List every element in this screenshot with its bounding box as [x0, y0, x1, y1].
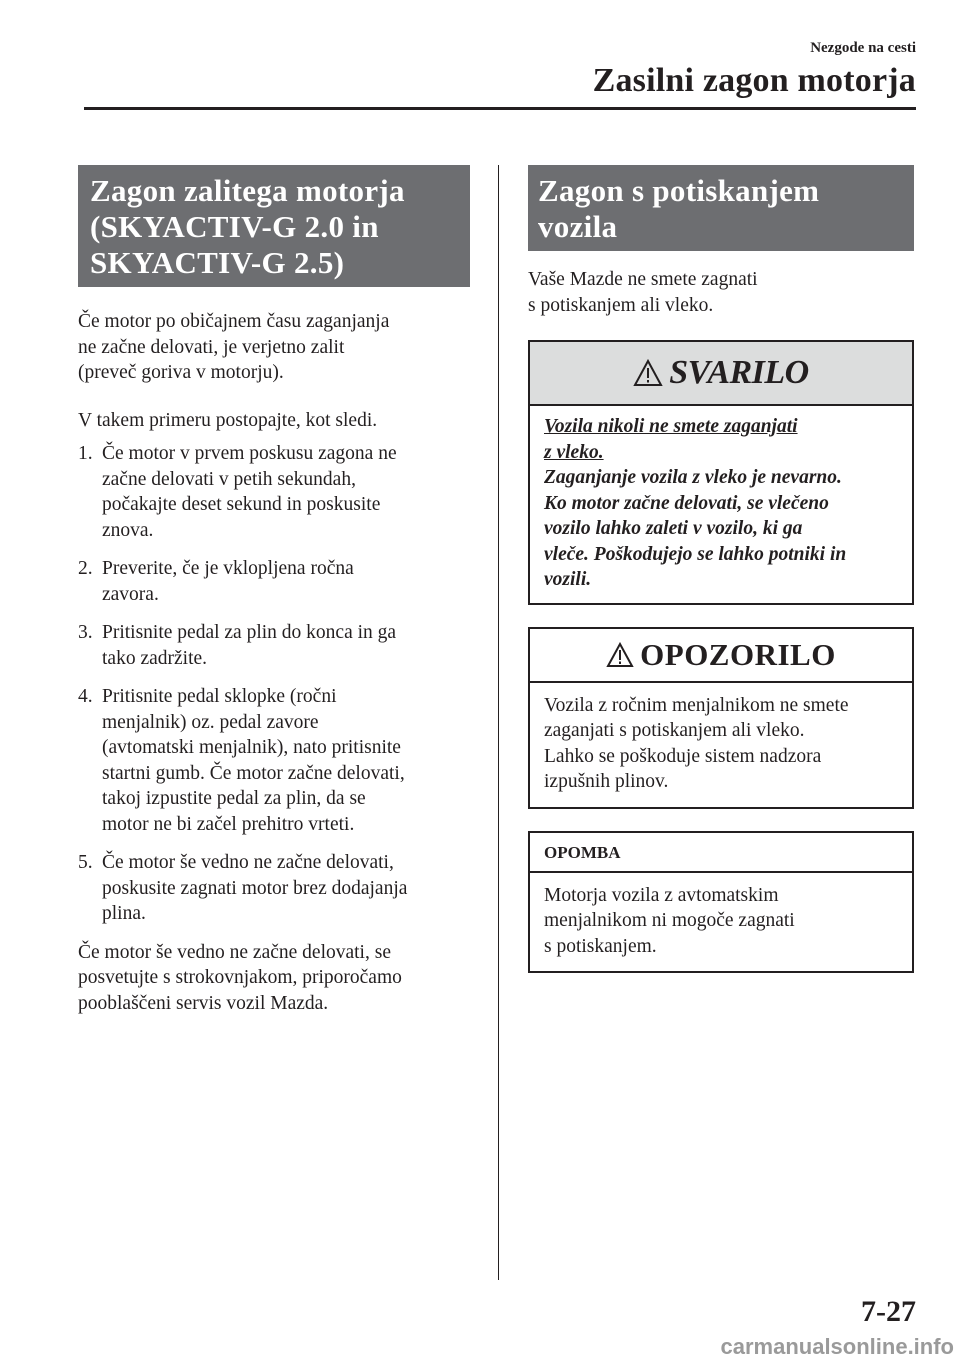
section-title-line: SKYACTIV-G 2.5): [90, 245, 345, 280]
section-title-line: Zagon zalitega motorja: [90, 173, 405, 208]
section-title-flooded-engine: [78, 165, 470, 287]
warning-box: [528, 340, 914, 605]
procedure-steps: [78, 441, 470, 927]
section-title-line: (SKYACTIV-G 2.0 in: [90, 209, 379, 244]
text-line: pooblaščeni servis vozil Mazda.: [78, 992, 329, 1014]
text-line: Motorja vozila z avtomatskim: [544, 884, 779, 906]
text-line: Če motor še vedno ne začne delovati, se: [78, 941, 391, 963]
procedure-intro: V takem primeru postopajte, kot sledi.: [78, 409, 378, 431]
warning-emphasis-line: Vozila nikoli ne smete zaganjati: [544, 416, 798, 437]
right-column: [528, 165, 914, 973]
text-line: (preveč goriva v motorju).: [78, 362, 284, 383]
warning-triangle-icon: [606, 642, 634, 668]
left-column: [78, 165, 470, 1016]
text-line: Ko motor začne delovati, se vlečeno: [544, 492, 829, 514]
text-line: s potiskanjem.: [544, 935, 657, 957]
caution-title: OPOZORILO: [640, 636, 836, 672]
text-line: s potiskanjem ali vleko.: [528, 294, 714, 316]
text-line: Vozila z ročnim menjalnikom ne smete: [544, 694, 849, 716]
text-line: ne začne delovati, je verjetno zalit: [78, 336, 345, 358]
text-line: Pritisnite pedal za plin do konca in ga: [102, 622, 397, 643]
text-line: Zaganjanje vozila z vleko je nevarno.: [544, 467, 842, 488]
note-body: [530, 873, 912, 972]
text-line: izpušnih plinov.: [544, 771, 669, 792]
header-section-label: Nezgode na cesti: [810, 40, 916, 56]
text-line: startni gumb. Če motor začne delovati,: [102, 762, 405, 784]
text-line: Če motor v prvem poskusu zagona ne: [102, 443, 397, 464]
text-line: vozili.: [544, 569, 592, 590]
text-line: (avtomatski menjalnik), nato pritisnite: [102, 737, 401, 758]
text-line: menjalnik) oz. pedal zavore: [102, 711, 319, 733]
closing-paragraph: [78, 940, 470, 1017]
caution-header: [530, 629, 912, 683]
watermark: carmanualsonline.info: [720, 1334, 954, 1359]
text-line: vleče. Poškodujejo se lahko potniki in: [544, 543, 847, 565]
step-number: 4.: [78, 686, 93, 707]
text-line: Če motor po običajnem času zaganjanja: [78, 311, 390, 332]
text-line: posvetujte s strokovnjakom, priporočamo: [78, 967, 402, 988]
note-title: OPOMBA: [530, 833, 912, 873]
page-number: 7-27: [861, 1295, 916, 1328]
text-line: takoj izpustite pedal za plin, da se: [102, 788, 366, 809]
text-line: tako zadržite.: [102, 647, 208, 669]
step-item: [78, 620, 470, 671]
step-item: [78, 684, 470, 837]
step-number: 5.: [78, 852, 93, 873]
warning-emphasis-line: z vleko.: [544, 441, 604, 463]
text-line: plina.: [102, 903, 146, 924]
caution-box: [528, 627, 914, 809]
text-line: Pritisnite pedal sklopke (ročni: [102, 686, 337, 707]
text-line: zaganjati s potiskanjem ali vleko.: [544, 720, 805, 741]
text-line: zavora.: [102, 583, 159, 605]
section-title-push-start: Zagon s potiskanjem vozila: [528, 165, 914, 251]
text-line: Vaše Mazde ne smete zagnati: [528, 269, 758, 290]
header-chapter-title: Zasilni zagon motorja: [592, 62, 916, 99]
text-line: počakajte deset sekund in poskusite: [102, 494, 381, 515]
text-line: poskusite zagnati motor brez dodajanja: [102, 877, 408, 899]
column-divider: [498, 165, 499, 1280]
warning-triangle-icon: [633, 359, 663, 387]
note-box: [528, 831, 914, 974]
step-item: [78, 850, 470, 927]
text-line: menjalnikom ni mogoče zagnati: [544, 910, 795, 931]
caution-body: [530, 683, 912, 807]
intro-paragraph: [78, 309, 470, 386]
text-line: Lahko se poškoduje sistem nadzora: [544, 745, 822, 767]
step-item: [78, 556, 470, 607]
text-line: Če motor še vedno ne začne delovati,: [102, 852, 394, 873]
text-line: motor ne bi začel prehitro vrteti.: [102, 813, 355, 835]
step-number: 1.: [78, 443, 93, 464]
text-line: znova.: [102, 519, 154, 541]
step-number: 2.: [78, 558, 93, 579]
warning-title: SVARILO: [669, 354, 809, 391]
step-item: [78, 441, 470, 543]
warning-body: [530, 406, 912, 603]
text-line: Preverite, če je vklopljena ročna: [102, 558, 354, 579]
text-line: vozilo lahko zaleti v vozilo, ki ga: [544, 518, 803, 539]
step-number: 3.: [78, 622, 93, 643]
header-divider: [84, 107, 916, 110]
warning-header: [530, 342, 912, 406]
text-line: začne delovati v petih sekundah,: [102, 468, 356, 490]
push-start-intro: [528, 267, 914, 318]
